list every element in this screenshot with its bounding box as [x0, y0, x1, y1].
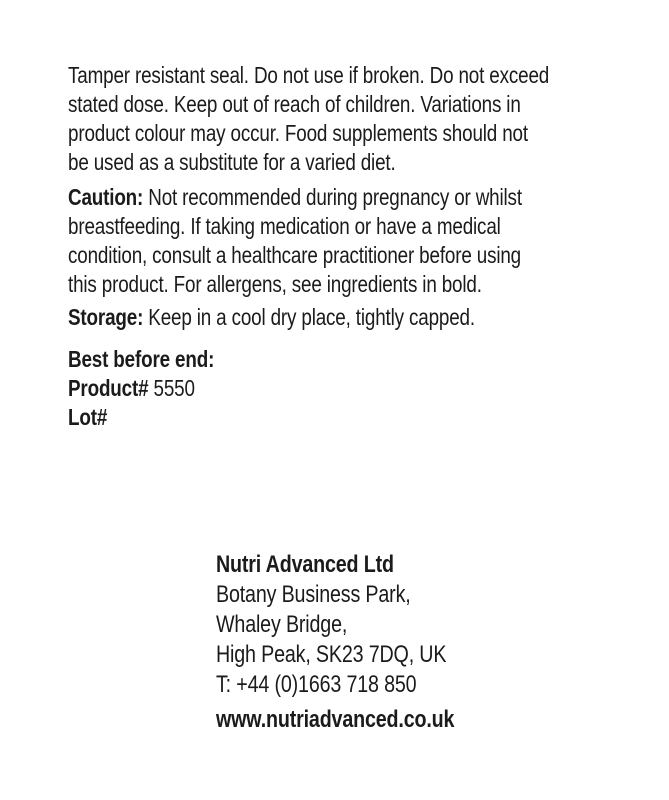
caution-line-3: condition, consult a healthcare practitioner before using: [68, 242, 522, 268]
best-before-label: Best before end:: [68, 346, 215, 372]
company-phone: T: +44 (0)1663 718 850: [216, 671, 417, 698]
product-number-value: 5550: [148, 375, 195, 401]
batch-info: [68, 345, 214, 432]
lot-number-label: Lot#: [68, 404, 108, 430]
disclaimer-line-3: product colour may occur. Food supplements should not: [68, 120, 528, 146]
disclaimer-line-2: stated dose. Keep out of reach of children. Variations in: [68, 91, 521, 117]
storage-text: Keep in a cool dry place, tightly capped.: [143, 304, 475, 330]
caution-line-1: [68, 183, 522, 212]
company-address-line-2: Whaley Bridge,: [216, 611, 348, 638]
storage-text-line: [68, 303, 475, 332]
company-address-line-3: High Peak, SK23 7DQ, UK: [216, 641, 447, 668]
caution-line-1-text: Not recommended during pregnancy or whilst: [143, 184, 522, 210]
product-number-label: Product#: [68, 375, 149, 401]
disclaimer-line-1: Tamper resistant seal. Do not use if broken. Do not exceed: [68, 62, 550, 88]
company-name: Nutri Advanced Ltd: [216, 551, 394, 578]
caution-line-4: this product. For allergens, see ingredients in bold.: [68, 271, 482, 297]
caution-line-2: breastfeeding. If taking medication or have a medical: [68, 213, 501, 239]
company-address-line-1: Botany Business Park,: [216, 581, 411, 608]
storage-heading: Storage:: [68, 304, 144, 330]
caution-heading: Caution:: [68, 184, 144, 210]
caution-paragraph: [68, 183, 522, 299]
company-address-block: [216, 550, 454, 735]
tamper-disclaimer-paragraph: [68, 61, 549, 177]
product-number-line: [68, 374, 214, 403]
company-website: www.nutriadvanced.co.uk: [216, 706, 455, 733]
storage-line: [68, 303, 475, 332]
disclaimer-line-4: be used as a substitute for a varied diet.: [68, 149, 396, 175]
